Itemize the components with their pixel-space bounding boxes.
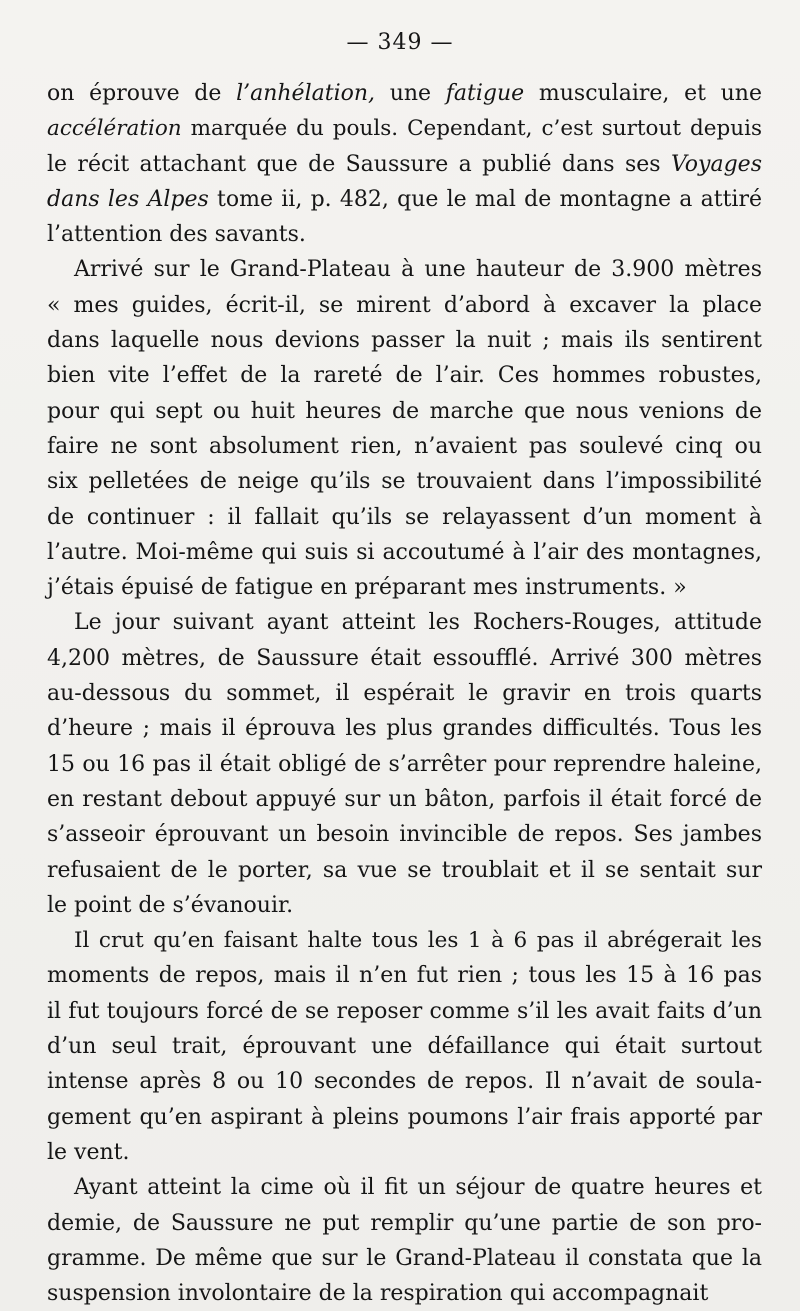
text-line xyxy=(47,535,762,570)
text-line xyxy=(47,1241,762,1276)
text-run: refusaient de le porter, sa vue se troublait et il se sentait sur xyxy=(47,857,762,883)
text-line xyxy=(47,923,762,958)
text-line xyxy=(47,958,762,993)
page-number: — 349 — xyxy=(346,30,454,55)
text-run: Le jour suivant ayant atteint les Rochers-Rouges, attitude xyxy=(74,610,762,636)
text-run: en restant debout appuyé sur un bâton, parfois il était forcé de xyxy=(47,786,762,812)
text-run: « mes guides, écrit-il, se mirent d’abord à excaver la place xyxy=(47,292,762,318)
text-line xyxy=(47,605,762,640)
text-run: j’étais épuisé de fatigue en préparant mes instruments. » xyxy=(47,575,687,601)
text-run: Ayant atteint la cime où il fit un séjour de quatre heures et xyxy=(74,1175,762,1201)
text-run: 15 ou 16 pas il était obligé de s’arrêter pour reprendre haleine, xyxy=(47,751,762,777)
text-run: Il crut qu’en faisant halte tous les 1 à 6 pas il abrégerait les xyxy=(74,928,762,954)
text-line xyxy=(47,782,762,817)
text-line xyxy=(47,1064,762,1099)
text-run: pour qui sept ou huit heures de marche que nous venions de xyxy=(47,398,762,424)
text-run: le vent. xyxy=(47,1139,130,1165)
text-run: l’attention des savants. xyxy=(47,222,306,248)
text-run: dans les Alpes xyxy=(47,186,209,212)
text-run: le récit attachant que de Saussure a publié dans ses xyxy=(47,151,671,177)
text-line xyxy=(47,147,762,182)
body-text xyxy=(47,76,762,1311)
text-run: demie, de Saussure ne put remplir qu’une partie de son pro- xyxy=(47,1210,762,1236)
text-line xyxy=(47,888,762,923)
text-line xyxy=(47,252,762,287)
text-line xyxy=(47,394,762,429)
text-run: il fut toujours forcé de se reposer comme s’il les avait faits d’un xyxy=(47,998,762,1024)
text-run: s’asseoir éprouvant un besoin invincible de repos. Ses jambes xyxy=(47,822,762,848)
text-line xyxy=(47,323,762,358)
text-line xyxy=(47,641,762,676)
text-line xyxy=(47,182,762,217)
text-line xyxy=(47,76,762,111)
paragraph xyxy=(47,76,762,252)
text-run: six pelletées de neige qu’ils se trouvaient dans l’impossibilité xyxy=(47,469,762,495)
text-run: l’anhélation, xyxy=(236,81,376,106)
text-line xyxy=(47,217,762,252)
text-line xyxy=(47,288,762,323)
text-line xyxy=(47,429,762,464)
text-run: d’un seul trait, éprouvant une défaillance qui était surtout xyxy=(47,1034,762,1060)
paragraph xyxy=(47,1170,762,1311)
text-run: faire ne sont absolument rien, n’avaient pas soulevé cinq ou xyxy=(47,433,762,459)
text-line xyxy=(47,1206,762,1241)
text-run: le point de s’évanouir. xyxy=(47,892,294,918)
text-line xyxy=(47,500,762,535)
text-run: bien vite l’effet de la rareté de l’air. Ces hommes robustes, xyxy=(47,363,762,389)
text-run: fatigue xyxy=(445,81,525,106)
text-line xyxy=(47,676,762,711)
text-run: musculaire, et une xyxy=(524,81,762,106)
text-run: l’autre. Moi-même qui suis si accoutumé à l’air des montagnes, xyxy=(47,539,762,565)
paragraph xyxy=(47,605,762,923)
text-line xyxy=(47,570,762,605)
text-line xyxy=(47,711,762,746)
text-line xyxy=(47,464,762,499)
text-run: suspension involontaire de la respiration qui accompagnait xyxy=(47,1281,709,1307)
text-line xyxy=(47,1276,762,1311)
paragraph xyxy=(47,252,762,605)
text-line xyxy=(47,994,762,1029)
text-run: gramme. De même que sur le Grand-Plateau il constata que la xyxy=(47,1245,762,1271)
text-run: accélération xyxy=(47,116,182,142)
text-run: intense après 8 ou 10 secondes de repos. Il n’avait de soula- xyxy=(47,1069,762,1095)
text-line xyxy=(47,358,762,393)
paragraph xyxy=(47,923,762,1170)
text-line xyxy=(47,1029,762,1064)
text-line xyxy=(47,1100,762,1135)
text-run: 4,200 mètres, de Saussure était essoufflé. Arrivé 300 mètres xyxy=(47,645,762,671)
text-line xyxy=(47,1135,762,1170)
text-run: moments de repos, mais il n’en fut rien ; tous les 15 à 16 pas xyxy=(47,963,762,989)
text-run: de continuer : il fallait qu’ils se relayassent d’un moment à xyxy=(47,504,762,530)
text-run: tome ii, p. 482, que le mal de montagne a attiré xyxy=(208,186,763,212)
text-run: dans laquelle nous devions passer la nuit ; mais ils sentirent xyxy=(47,328,762,354)
text-run: gement qu’en aspirant à pleins poumons l’air frais apporté par xyxy=(47,1104,762,1130)
text-run: marquée du pouls. Cependant, c’est surtout depuis xyxy=(181,116,762,142)
text-run: Voyages xyxy=(670,151,762,177)
text-run: on éprouve de xyxy=(47,81,237,106)
text-line xyxy=(47,853,762,888)
text-run: au-dessous du sommet, il espérait le gravir en trois quarts xyxy=(47,681,762,707)
text-run: d’heure ; mais il éprouva les plus grandes difficultés. Tous les xyxy=(47,716,762,742)
text-line xyxy=(47,747,762,782)
text-line xyxy=(47,111,762,146)
text-run: une xyxy=(375,81,446,106)
text-line xyxy=(47,817,762,852)
text-line xyxy=(47,1170,762,1205)
text-run: Arrivé sur le Grand-Plateau à une hauteur de 3.900 mètres xyxy=(74,257,762,283)
